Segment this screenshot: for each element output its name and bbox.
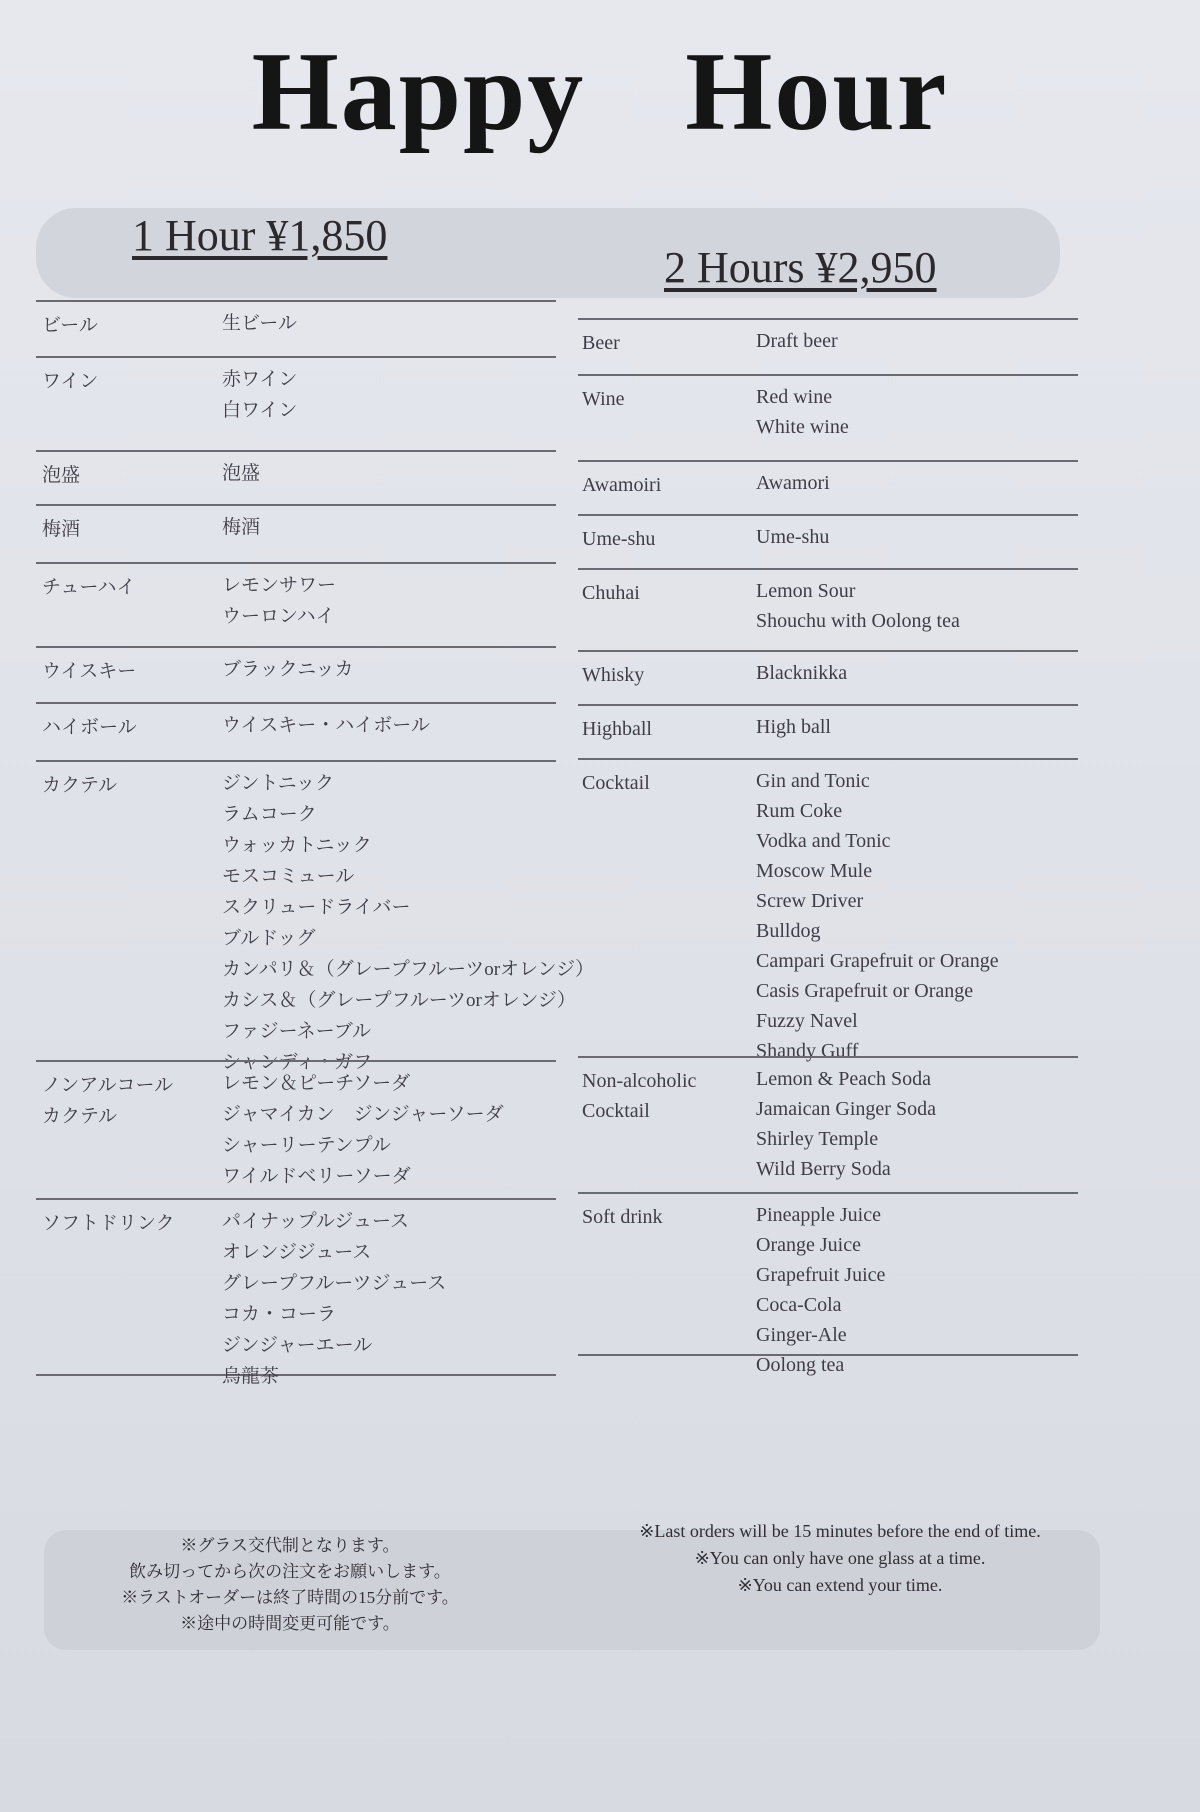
item-list bbox=[222, 1068, 504, 1192]
category-label bbox=[582, 768, 650, 798]
category-label bbox=[42, 366, 98, 397]
item-list bbox=[756, 1064, 936, 1184]
menu-item: Campari Grapefruit or Orange bbox=[756, 950, 999, 972]
menu-item: High ball bbox=[756, 716, 831, 738]
category-label-line: ノンアルコール bbox=[42, 1075, 174, 1096]
japanese-notes bbox=[80, 1533, 500, 1637]
menu-item: ウーロンハイ bbox=[222, 606, 335, 627]
menu-item: Lemon & Peach Soda bbox=[756, 1068, 931, 1090]
menu-item: シャンディ・ガフ bbox=[222, 1052, 373, 1073]
category-label bbox=[582, 524, 655, 554]
category-label bbox=[582, 714, 652, 744]
item-list bbox=[756, 712, 831, 742]
item-list bbox=[222, 710, 430, 741]
menu-item: カシス＆（グレープフルーツorオレンジ） bbox=[222, 990, 576, 1011]
menu-item: ラムコーク bbox=[222, 804, 317, 825]
menu-item: 烏龍茶 bbox=[222, 1366, 280, 1387]
category-label-line: ウイスキー bbox=[42, 661, 137, 682]
category-label bbox=[582, 470, 661, 500]
menu-item: ウイスキー・ハイボール bbox=[222, 715, 430, 736]
category-label-line: Ume-shu bbox=[582, 528, 656, 550]
item-list bbox=[756, 766, 999, 1066]
item-list bbox=[756, 576, 960, 636]
category-label-line: カクテル bbox=[42, 1106, 118, 1127]
menu-section bbox=[36, 356, 556, 450]
category-label-line: ビール bbox=[42, 315, 98, 336]
menu-item: Oolong tea bbox=[756, 1354, 845, 1376]
category-label-line: 梅酒 bbox=[42, 519, 81, 540]
note-line: ※途中の時間変更可能です。 bbox=[180, 1614, 400, 1633]
item-list bbox=[222, 570, 336, 632]
menu-item: カンパリ＆（グレープフルーツorオレンジ） bbox=[222, 959, 595, 980]
category-label bbox=[42, 514, 80, 545]
menu-item: Awamori bbox=[756, 472, 830, 494]
one-hour-price: 1 Hour ¥1,850 bbox=[132, 211, 388, 260]
menu-section bbox=[578, 758, 1078, 1062]
category-label-line: Cocktail bbox=[582, 1100, 650, 1122]
category-label bbox=[42, 460, 80, 491]
menu-section bbox=[578, 460, 1078, 514]
menu-item: シャーリーテンプル bbox=[222, 1135, 391, 1156]
menu-section bbox=[36, 1060, 556, 1198]
menu-item: グレープフルーツジュース bbox=[222, 1273, 447, 1294]
menu-item: Vodka and Tonic bbox=[756, 830, 891, 852]
item-list bbox=[756, 468, 830, 498]
menu-item: ジャマイカン ジンジャーソーダ bbox=[222, 1104, 504, 1125]
menu-item: Blacknikka bbox=[756, 662, 848, 684]
menu-item: Ume-shu bbox=[756, 526, 830, 548]
menu-item: スクリュードライバー bbox=[222, 897, 411, 918]
english-menu-column bbox=[578, 318, 1078, 1376]
menu-item: 赤ワイン bbox=[222, 369, 298, 390]
category-label-line: ワイン bbox=[42, 371, 99, 392]
menu-item: レモンサワー bbox=[222, 575, 337, 596]
menu-item: Orange Juice bbox=[756, 1234, 861, 1256]
category-label-line: ソフトドリンク bbox=[42, 1213, 175, 1234]
note-line: ※ラストオーダーは終了時間の15分前です。 bbox=[121, 1588, 459, 1607]
category-label bbox=[582, 328, 620, 358]
menu-item: Shouchu with Oolong tea bbox=[756, 610, 960, 632]
menu-item: モスコミュール bbox=[222, 866, 355, 887]
menu-item: ワイルドベリーソーダ bbox=[222, 1166, 411, 1187]
category-label bbox=[42, 572, 135, 603]
category-label-line: Chuhai bbox=[582, 582, 640, 604]
menu-item: Casis Grapefruit or Orange bbox=[756, 980, 974, 1002]
menu-item: ジンジャーエール bbox=[222, 1335, 373, 1356]
menu-section bbox=[36, 504, 556, 562]
menu-item: レモン＆ピーチソーダ bbox=[222, 1073, 411, 1094]
item-list bbox=[222, 1206, 446, 1392]
item-list bbox=[222, 512, 260, 543]
category-label bbox=[42, 1208, 175, 1239]
item-list bbox=[222, 458, 260, 489]
menu-item: Moscow Mule bbox=[756, 860, 873, 882]
menu-item: Draft beer bbox=[756, 330, 838, 352]
menu-section bbox=[578, 318, 1078, 374]
note-line: ※You can only have one glass at a time. bbox=[694, 1548, 986, 1568]
menu-section bbox=[36, 1198, 556, 1387]
menu-section bbox=[578, 1192, 1078, 1376]
menu-item: ブラックニッカ bbox=[222, 659, 354, 680]
menu-item: Lemon Sour bbox=[756, 580, 856, 602]
item-list bbox=[222, 308, 297, 339]
menu-item: Shandy Guff bbox=[756, 1040, 859, 1062]
menu-item: 梅酒 bbox=[222, 517, 261, 538]
menu-item: Pineapple Juice bbox=[756, 1204, 881, 1226]
category-label bbox=[582, 578, 640, 608]
menu-item: Shirley Temple bbox=[756, 1128, 879, 1150]
menu-item: Grapefruit Juice bbox=[756, 1264, 886, 1286]
category-label-line: Cocktail bbox=[582, 772, 650, 794]
menu-item: ファジーネーブル bbox=[222, 1021, 371, 1042]
note-line: ※You can extend your time. bbox=[737, 1575, 943, 1595]
menu-section bbox=[578, 568, 1078, 650]
menu-item: White wine bbox=[756, 416, 849, 438]
category-label-line: Soft drink bbox=[582, 1206, 663, 1228]
menu-section bbox=[578, 514, 1078, 568]
item-list bbox=[756, 1200, 885, 1380]
category-label bbox=[42, 770, 117, 801]
menu-item: Coca-Cola bbox=[756, 1294, 842, 1316]
category-label-line: Non-alcoholic bbox=[582, 1070, 697, 1092]
menu-item: Screw Driver bbox=[756, 890, 864, 912]
menu-section bbox=[578, 1056, 1078, 1192]
category-label bbox=[42, 712, 137, 743]
menu-item: パイナップルジュース bbox=[222, 1211, 410, 1232]
menu-section bbox=[578, 374, 1078, 460]
page-title: Happy Hour bbox=[251, 30, 949, 154]
category-label bbox=[42, 310, 98, 341]
item-list bbox=[222, 654, 353, 685]
menu-item: ウォッカトニック bbox=[222, 835, 372, 856]
item-list bbox=[222, 768, 594, 1078]
category-label-line: ハイボール bbox=[42, 717, 137, 738]
category-label bbox=[42, 656, 136, 687]
category-label-line: Beer bbox=[582, 332, 620, 354]
english-notes bbox=[590, 1518, 1090, 1599]
menu-item: 白ワイン bbox=[222, 400, 298, 421]
menu-section bbox=[36, 300, 556, 356]
menu-item: ブルドッグ bbox=[222, 928, 316, 949]
category-label-line: Wine bbox=[582, 388, 625, 410]
item-list bbox=[756, 522, 829, 552]
menu-item: Gin and Tonic bbox=[756, 770, 870, 792]
menu-item: 泡盛 bbox=[222, 463, 261, 484]
menu-item: Red wine bbox=[756, 386, 833, 408]
category-label-line: Whisky bbox=[582, 664, 645, 686]
category-label bbox=[582, 1202, 663, 1232]
category-label bbox=[582, 660, 644, 690]
menu-item: コカ・コーラ bbox=[222, 1304, 337, 1325]
item-list bbox=[756, 658, 847, 688]
menu-item: 生ビール bbox=[222, 313, 297, 334]
menu-section bbox=[36, 646, 556, 702]
menu-section bbox=[578, 650, 1078, 704]
note-line: 飲み切ってから次の注文をお願いします。 bbox=[129, 1562, 451, 1581]
category-label bbox=[42, 1070, 173, 1132]
menu-item: ジントニック bbox=[222, 773, 335, 794]
category-label-line: Highball bbox=[582, 718, 652, 740]
menu-item: Fuzzy Navel bbox=[756, 1010, 858, 1032]
menu-section bbox=[36, 702, 556, 760]
category-label bbox=[582, 1066, 696, 1126]
menu-section bbox=[36, 562, 556, 646]
menu-section bbox=[36, 450, 556, 504]
menu-section bbox=[36, 760, 595, 1073]
menu-item: オレンジジュース bbox=[222, 1242, 372, 1263]
menu-item: Ginger-Ale bbox=[756, 1324, 847, 1346]
category-label bbox=[582, 384, 625, 414]
note-line: ※グラス交代制となります。 bbox=[180, 1536, 400, 1555]
japanese-menu-column bbox=[36, 300, 595, 1387]
category-label-line: カクテル bbox=[42, 775, 118, 796]
menu-item: Jamaican Ginger Soda bbox=[756, 1098, 936, 1120]
item-list bbox=[222, 364, 297, 426]
item-list bbox=[756, 326, 838, 356]
menu-section bbox=[578, 704, 1078, 758]
category-label-line: チューハイ bbox=[42, 577, 136, 598]
category-label-line: 泡盛 bbox=[42, 465, 81, 486]
item-list bbox=[756, 382, 849, 442]
note-line: ※Last orders will be 15 minutes before the end of time. bbox=[639, 1521, 1041, 1541]
category-label-line: Awamoiri bbox=[582, 474, 662, 496]
menu-item: Wild Berry Soda bbox=[756, 1158, 891, 1180]
menu-item: Rum Coke bbox=[756, 800, 843, 822]
menu-item: Bulldog bbox=[756, 920, 821, 942]
two-hours-price: 2 Hours ¥2,950 bbox=[664, 243, 937, 292]
